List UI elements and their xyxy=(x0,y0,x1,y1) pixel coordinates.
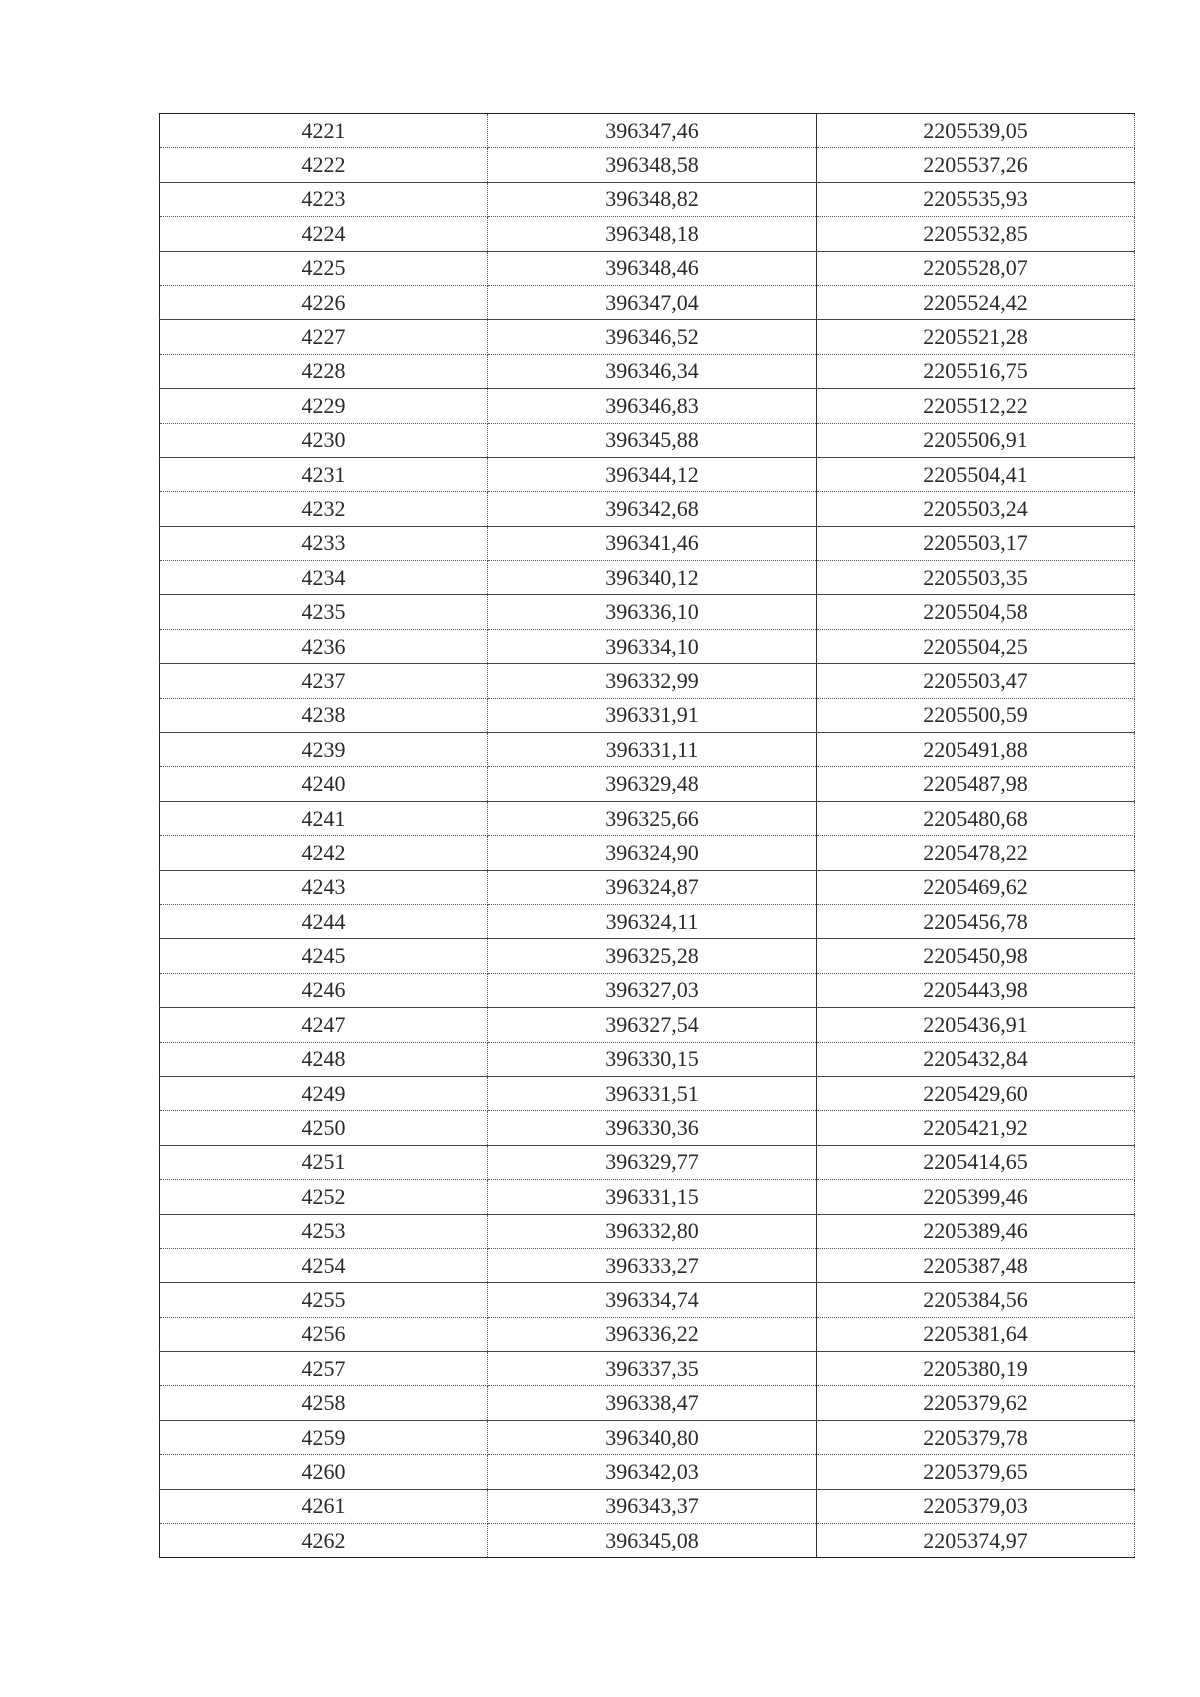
x-coordinate-cell: 396343,37 xyxy=(488,1489,817,1523)
x-coordinate-cell: 396340,80 xyxy=(488,1420,817,1454)
point-number-cell: 4251 xyxy=(160,1145,488,1179)
point-number-cell: 4249 xyxy=(160,1076,488,1110)
x-coordinate-cell: 396331,91 xyxy=(488,698,817,732)
table-row xyxy=(160,1180,1135,1214)
point-number-cell: 4227 xyxy=(160,320,488,354)
y-coordinate-cell: 2205379,62 xyxy=(817,1386,1135,1420)
x-coordinate-cell: 396348,46 xyxy=(488,251,817,285)
table-row xyxy=(160,1352,1135,1386)
table-row xyxy=(160,1111,1135,1145)
x-coordinate-cell: 396346,83 xyxy=(488,389,817,423)
x-coordinate-cell: 396345,08 xyxy=(488,1524,817,1558)
x-coordinate-cell: 396346,52 xyxy=(488,320,817,354)
point-number-cell: 4261 xyxy=(160,1489,488,1523)
point-number-cell: 4260 xyxy=(160,1455,488,1489)
y-coordinate-cell: 2205504,58 xyxy=(817,595,1135,629)
point-number-cell: 4262 xyxy=(160,1524,488,1558)
table-row xyxy=(160,595,1135,629)
table-row xyxy=(160,1524,1135,1558)
table-row xyxy=(160,217,1135,251)
y-coordinate-cell: 2205516,75 xyxy=(817,354,1135,388)
table-row xyxy=(160,148,1135,182)
point-number-cell: 4234 xyxy=(160,561,488,595)
y-coordinate-cell: 2205432,84 xyxy=(817,1042,1135,1076)
table-row xyxy=(160,1145,1135,1179)
table-row xyxy=(160,664,1135,698)
x-coordinate-cell: 396331,15 xyxy=(488,1180,817,1214)
x-coordinate-cell: 396324,11 xyxy=(488,904,817,938)
point-number-cell: 4255 xyxy=(160,1283,488,1317)
table-row xyxy=(160,904,1135,938)
y-coordinate-cell: 2205379,78 xyxy=(817,1420,1135,1454)
table-row xyxy=(160,836,1135,870)
y-coordinate-cell: 2205399,46 xyxy=(817,1180,1135,1214)
y-coordinate-cell: 2205379,65 xyxy=(817,1455,1135,1489)
point-number-cell: 4224 xyxy=(160,217,488,251)
x-coordinate-cell: 396347,04 xyxy=(488,285,817,319)
x-coordinate-cell: 396347,46 xyxy=(488,114,817,148)
y-coordinate-cell: 2205503,47 xyxy=(817,664,1135,698)
y-coordinate-cell: 2205387,48 xyxy=(817,1248,1135,1282)
table-row xyxy=(160,870,1135,904)
point-number-cell: 4246 xyxy=(160,973,488,1007)
point-number-cell: 4247 xyxy=(160,1008,488,1042)
point-number-cell: 4254 xyxy=(160,1248,488,1282)
point-number-cell: 4241 xyxy=(160,801,488,835)
point-number-cell: 4221 xyxy=(160,114,488,148)
y-coordinate-cell: 2205381,64 xyxy=(817,1317,1135,1351)
point-number-cell: 4231 xyxy=(160,457,488,491)
y-coordinate-cell: 2205535,93 xyxy=(817,182,1135,216)
y-coordinate-cell: 2205389,46 xyxy=(817,1214,1135,1248)
y-coordinate-cell: 2205503,17 xyxy=(817,526,1135,560)
y-coordinate-cell: 2205524,42 xyxy=(817,285,1135,319)
x-coordinate-cell: 396325,66 xyxy=(488,801,817,835)
point-number-cell: 4228 xyxy=(160,354,488,388)
point-number-cell: 4235 xyxy=(160,595,488,629)
x-coordinate-cell: 396344,12 xyxy=(488,457,817,491)
y-coordinate-cell: 2205429,60 xyxy=(817,1076,1135,1110)
point-number-cell: 4229 xyxy=(160,389,488,423)
table-row xyxy=(160,767,1135,801)
table-row xyxy=(160,973,1135,1007)
table-row xyxy=(160,561,1135,595)
y-coordinate-cell: 2205469,62 xyxy=(817,870,1135,904)
y-coordinate-cell: 2205532,85 xyxy=(817,217,1135,251)
table-row xyxy=(160,801,1135,835)
y-coordinate-cell: 2205528,07 xyxy=(817,251,1135,285)
x-coordinate-cell: 396332,80 xyxy=(488,1214,817,1248)
point-number-cell: 4225 xyxy=(160,251,488,285)
x-coordinate-cell: 396341,46 xyxy=(488,526,817,560)
x-coordinate-cell: 396324,90 xyxy=(488,836,817,870)
point-number-cell: 4237 xyxy=(160,664,488,698)
point-number-cell: 4226 xyxy=(160,285,488,319)
x-coordinate-cell: 396337,35 xyxy=(488,1352,817,1386)
x-coordinate-cell: 396342,03 xyxy=(488,1455,817,1489)
x-coordinate-cell: 396334,10 xyxy=(488,629,817,663)
x-coordinate-cell: 396338,47 xyxy=(488,1386,817,1420)
x-coordinate-cell: 396327,54 xyxy=(488,1008,817,1042)
point-number-cell: 4222 xyxy=(160,148,488,182)
y-coordinate-cell: 2205436,91 xyxy=(817,1008,1135,1042)
coordinates-table xyxy=(159,113,1135,1558)
y-coordinate-cell: 2205478,22 xyxy=(817,836,1135,870)
x-coordinate-cell: 396340,12 xyxy=(488,561,817,595)
point-number-cell: 4239 xyxy=(160,733,488,767)
x-coordinate-cell: 396325,28 xyxy=(488,939,817,973)
point-number-cell: 4233 xyxy=(160,526,488,560)
x-coordinate-cell: 396332,99 xyxy=(488,664,817,698)
table-row xyxy=(160,423,1135,457)
y-coordinate-cell: 2205539,05 xyxy=(817,114,1135,148)
point-number-cell: 4253 xyxy=(160,1214,488,1248)
x-coordinate-cell: 396330,36 xyxy=(488,1111,817,1145)
y-coordinate-cell: 2205500,59 xyxy=(817,698,1135,732)
table-row xyxy=(160,526,1135,560)
table-row xyxy=(160,492,1135,526)
table-row xyxy=(160,354,1135,388)
x-coordinate-cell: 396333,27 xyxy=(488,1248,817,1282)
point-number-cell: 4258 xyxy=(160,1386,488,1420)
y-coordinate-cell: 2205504,41 xyxy=(817,457,1135,491)
y-coordinate-cell: 2205491,88 xyxy=(817,733,1135,767)
table-row xyxy=(160,389,1135,423)
x-coordinate-cell: 396331,51 xyxy=(488,1076,817,1110)
y-coordinate-cell: 2205504,25 xyxy=(817,629,1135,663)
y-coordinate-cell: 2205487,98 xyxy=(817,767,1135,801)
x-coordinate-cell: 396327,03 xyxy=(488,973,817,1007)
table-row xyxy=(160,698,1135,732)
table-row xyxy=(160,114,1135,148)
point-number-cell: 4257 xyxy=(160,1352,488,1386)
table-row xyxy=(160,320,1135,354)
y-coordinate-cell: 2205374,97 xyxy=(817,1524,1135,1558)
y-coordinate-cell: 2205456,78 xyxy=(817,904,1135,938)
y-coordinate-cell: 2205503,24 xyxy=(817,492,1135,526)
table-row xyxy=(160,1214,1135,1248)
table-row xyxy=(160,1489,1135,1523)
table-row xyxy=(160,1008,1135,1042)
table-row xyxy=(160,1455,1135,1489)
x-coordinate-cell: 396336,10 xyxy=(488,595,817,629)
y-coordinate-cell: 2205421,92 xyxy=(817,1111,1135,1145)
point-number-cell: 4259 xyxy=(160,1420,488,1454)
x-coordinate-cell: 396348,58 xyxy=(488,148,817,182)
x-coordinate-cell: 396348,18 xyxy=(488,217,817,251)
x-coordinate-cell: 396329,77 xyxy=(488,1145,817,1179)
point-number-cell: 4240 xyxy=(160,767,488,801)
x-coordinate-cell: 396336,22 xyxy=(488,1317,817,1351)
coordinates-table-body xyxy=(160,114,1135,1558)
x-coordinate-cell: 396324,87 xyxy=(488,870,817,904)
point-number-cell: 4230 xyxy=(160,423,488,457)
point-number-cell: 4252 xyxy=(160,1180,488,1214)
x-coordinate-cell: 396329,48 xyxy=(488,767,817,801)
y-coordinate-cell: 2205443,98 xyxy=(817,973,1135,1007)
x-coordinate-cell: 396330,15 xyxy=(488,1042,817,1076)
table-row xyxy=(160,629,1135,663)
y-coordinate-cell: 2205379,03 xyxy=(817,1489,1135,1523)
x-coordinate-cell: 396342,68 xyxy=(488,492,817,526)
table-row xyxy=(160,457,1135,491)
table-row xyxy=(160,733,1135,767)
table-row xyxy=(160,182,1135,216)
point-number-cell: 4223 xyxy=(160,182,488,216)
table-row xyxy=(160,1248,1135,1282)
y-coordinate-cell: 2205521,28 xyxy=(817,320,1135,354)
table-row xyxy=(160,939,1135,973)
y-coordinate-cell: 2205450,98 xyxy=(817,939,1135,973)
y-coordinate-cell: 2205503,35 xyxy=(817,561,1135,595)
y-coordinate-cell: 2205506,91 xyxy=(817,423,1135,457)
y-coordinate-cell: 2205480,68 xyxy=(817,801,1135,835)
point-number-cell: 4244 xyxy=(160,904,488,938)
table-row xyxy=(160,1076,1135,1110)
x-coordinate-cell: 396345,88 xyxy=(488,423,817,457)
point-number-cell: 4256 xyxy=(160,1317,488,1351)
point-number-cell: 4236 xyxy=(160,629,488,663)
point-number-cell: 4248 xyxy=(160,1042,488,1076)
point-number-cell: 4238 xyxy=(160,698,488,732)
point-number-cell: 4245 xyxy=(160,939,488,973)
y-coordinate-cell: 2205380,19 xyxy=(817,1352,1135,1386)
point-number-cell: 4232 xyxy=(160,492,488,526)
table-row xyxy=(160,1317,1135,1351)
table-row xyxy=(160,1042,1135,1076)
y-coordinate-cell: 2205537,26 xyxy=(817,148,1135,182)
y-coordinate-cell: 2205414,65 xyxy=(817,1145,1135,1179)
table-row xyxy=(160,285,1135,319)
point-number-cell: 4243 xyxy=(160,870,488,904)
x-coordinate-cell: 396346,34 xyxy=(488,354,817,388)
point-number-cell: 4250 xyxy=(160,1111,488,1145)
table-row xyxy=(160,1386,1135,1420)
x-coordinate-cell: 396334,74 xyxy=(488,1283,817,1317)
point-number-cell: 4242 xyxy=(160,836,488,870)
table-row xyxy=(160,1283,1135,1317)
x-coordinate-cell: 396348,82 xyxy=(488,182,817,216)
y-coordinate-cell: 2205384,56 xyxy=(817,1283,1135,1317)
x-coordinate-cell: 396331,11 xyxy=(488,733,817,767)
table-row xyxy=(160,1420,1135,1454)
table-row xyxy=(160,251,1135,285)
y-coordinate-cell: 2205512,22 xyxy=(817,389,1135,423)
